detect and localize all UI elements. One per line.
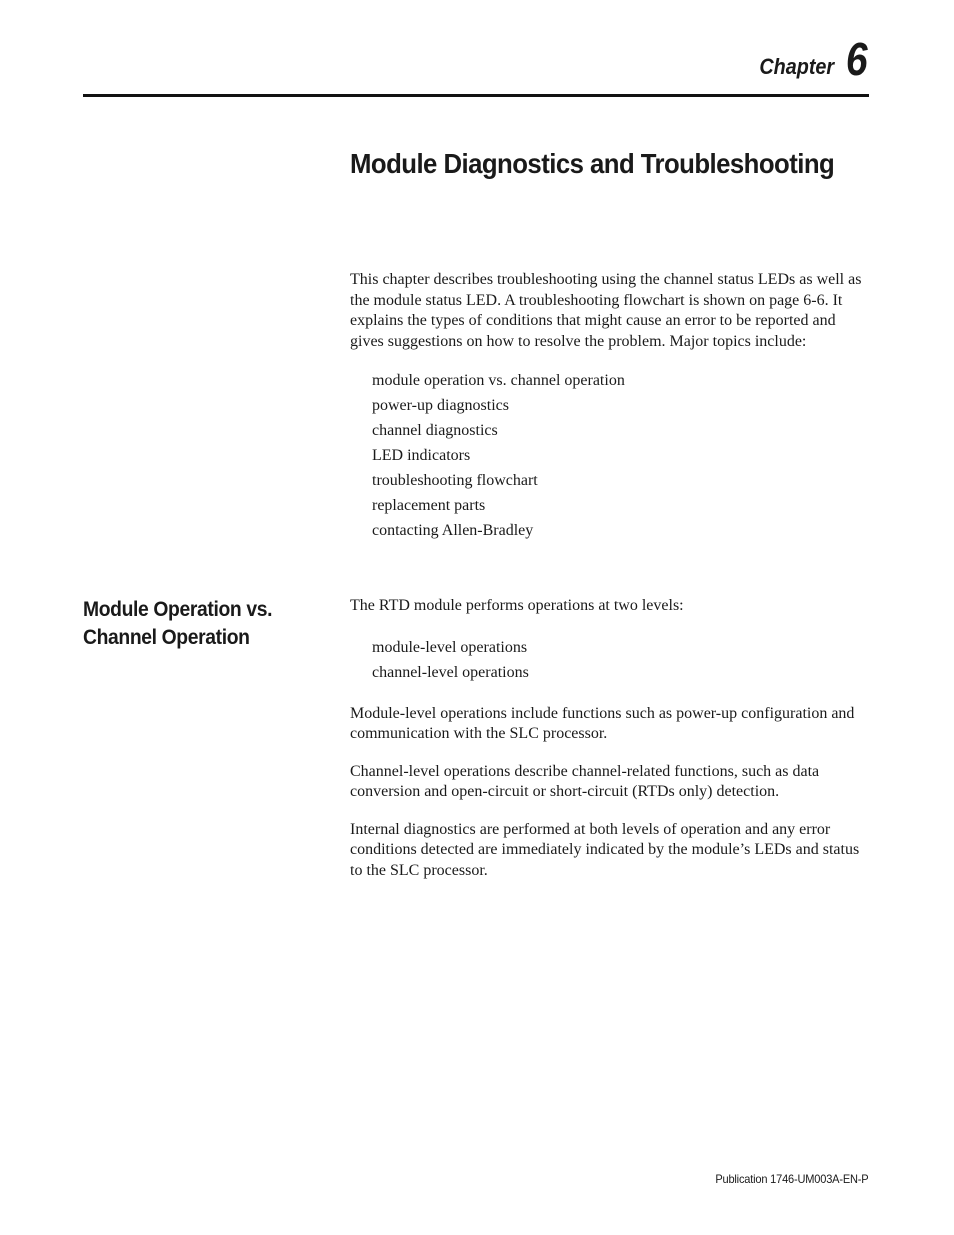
chapter-label: Chapter	[759, 54, 835, 79]
section-lead: The RTD module performs operations at two levels:	[350, 597, 684, 614]
topic-item: power-up diagnostics	[372, 397, 509, 414]
section-body	[350, 596, 870, 881]
topic-item: channel diagnostics	[372, 422, 498, 439]
topic-item: contacting Allen-Bradley	[372, 522, 534, 539]
section-paragraph: Module-level operations include functions such as power-up configuration and communication with the SLC processor.	[350, 704, 855, 742]
section-paragraph: Channel-level operations describe channel-related functions, such as data conversion and open-circuit or short-circuit (RTDs only) detection.	[350, 762, 820, 800]
page-title: Module Diagnostics and Troubleshooting	[350, 148, 835, 179]
topic-item: module operation vs. channel operation	[372, 372, 625, 389]
header-rule	[83, 94, 869, 97]
level-item: module-level operations	[372, 638, 528, 656]
section-paragraph: Internal diagnostics are performed at both levels of operation and any error conditions detected are immediately indicated by the module’s LEDs and status to the SLC processor.	[350, 820, 860, 879]
chapter-header	[751, 30, 868, 85]
level-list	[372, 637, 870, 687]
publication-footer: Publication 1746-UM003A-EN-P	[714, 1172, 868, 1186]
topic-list	[372, 370, 625, 545]
level-item: channel-level operations	[372, 663, 529, 681]
intro-paragraph: This chapter describes troubleshooting using the channel status LEDs as well as the module status LED. A troubleshooting flowchart is shown on page 6-6. It explains the types of conditions that might cause an error to be reported and gives suggestions on how to resolve the problem. Major topics include:	[350, 271, 862, 350]
topic-item: LED indicators	[372, 447, 471, 464]
topic-item: replacement parts	[372, 497, 486, 514]
chapter-number: 6	[846, 33, 868, 85]
section-heading: Module Operation vs. Channel Operation	[83, 598, 273, 649]
topic-item: troubleshooting flowchart	[372, 472, 538, 489]
